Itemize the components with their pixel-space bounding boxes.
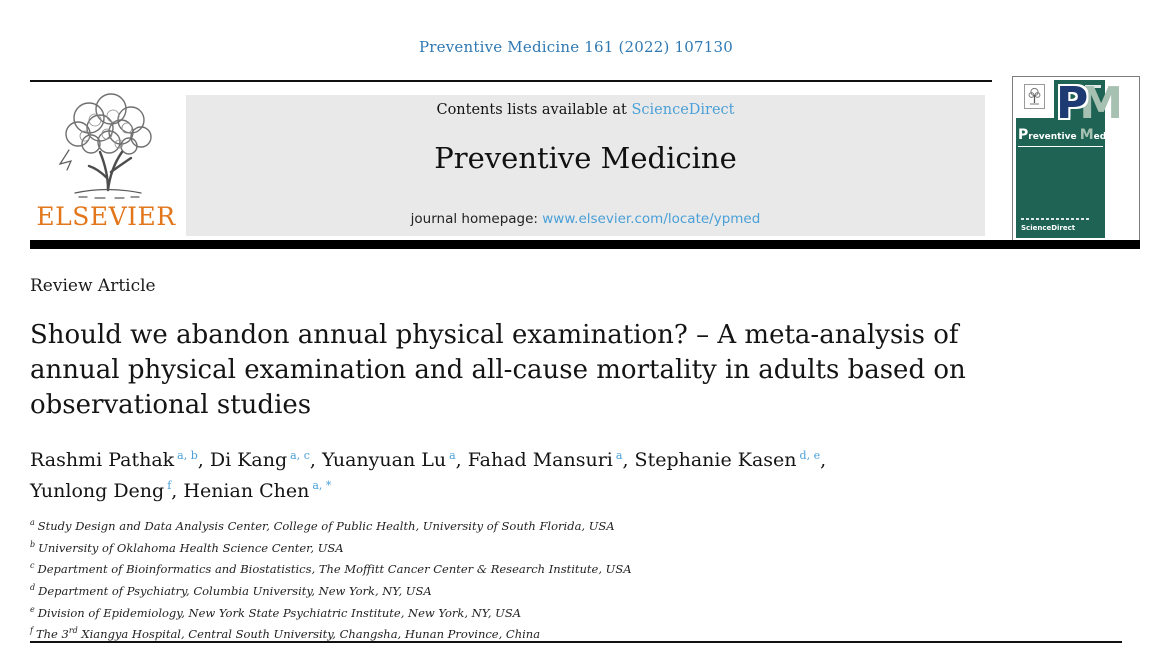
author-line [30,473,930,503]
affiliation-text: Department of Bioinformatics and Biostatistics, The Moffitt Cancer Center & Research Institute, USA [37,562,632,577]
cover-word-m-initial: M [1079,127,1094,143]
author-line [30,443,930,473]
author [30,480,183,502]
affiliation [30,536,750,558]
affiliation-superscript: a [30,518,35,527]
journal-banner [186,95,985,236]
cover-green-field [1016,78,1131,238]
author-name: Fahad Mansuri [467,449,613,472]
author-superscript: a [449,449,456,462]
author-superscript: a [615,449,623,462]
author-separator: , [455,449,468,472]
author-separator: , [309,449,322,472]
author-name: Yunlong Deng [30,479,165,502]
affiliation-text: Division of Epidemiology, New York State Psychiatric Institute, New York, NY, USA [37,605,522,620]
affiliation-superscript: f [30,626,33,636]
author-name: Yuanyuan Lu [321,449,447,472]
affiliation-text-post: Xiangya Hospital, Central South University, Changsha, Hunan Province, China [77,626,541,641]
cover-word-m-rest: edicine [1093,132,1131,142]
author-separator: , [171,479,184,502]
author-superscript: f [167,479,172,493]
homepage-url-link[interactable]: www.elsevier.com/locate/ypmed [542,211,761,227]
cover-word-p-initial: P [1018,127,1029,143]
author [635,449,827,471]
author-superscript: a, * [312,479,332,493]
cover-fine-print [1021,218,1091,220]
header-thick-rule [30,240,1140,249]
article-type-label: Review Article [30,276,156,296]
contents-prefix: Contents lists available at [436,102,632,118]
homepage-line [186,211,985,227]
author-superscript: a, b [177,449,198,462]
homepage-prefix: journal homepage: [410,211,543,227]
author-name: Rashmi Pathak [30,449,175,472]
cover-pm-initials [1056,78,1124,129]
footer-rule [30,641,1122,643]
author [468,449,635,471]
contents-line [186,102,985,118]
author [322,449,468,471]
author [210,449,322,471]
author-separator: , [622,449,635,472]
cover-initial-p: P [1056,78,1089,129]
cover-initial-m: M [1079,78,1124,129]
sciencedirect-link[interactable]: ScienceDirect [631,102,735,118]
article-title-line: observational studies [30,390,312,420]
affiliation [30,601,750,623]
elsevier-logo [30,92,182,238]
author-name: Stephanie Kasen [634,449,797,472]
cover-journal-name [1018,127,1131,147]
affiliation-superscript: b [30,539,36,549]
author [183,480,331,502]
author-name: Di Kang [209,449,288,472]
affiliation-list [30,514,750,644]
affiliation-superscript: e [30,604,35,614]
affiliation-superscript: c [30,561,35,571]
article-title-line: Should we abandon annual physical examination? – A meta-analysis of [30,320,959,350]
author-separator: , [820,449,827,472]
article-title-line: annual physical examination and all-cause mortality in adults based on [30,355,966,385]
affiliation-text: Department of Psychiatry, Columbia University, New York, NY, USA [38,583,432,598]
author-list [30,443,930,504]
cover-logo-box [1016,80,1054,118]
author-separator: , [197,449,210,472]
cover-sciencedirect-label: ScienceDirect [1021,224,1076,232]
affiliation-ordinal: rd [68,626,78,636]
journal-title: Preventive Medicine [434,141,737,175]
journal-cover-thumbnail [1012,76,1140,249]
elsevier-tree-icon [45,92,167,204]
affiliation [30,557,750,579]
affiliation-text-pre: The 3 [35,626,69,641]
affiliation-text: University of Oklahoma Health Science Center, USA [38,540,344,555]
elsevier-mini-tree-icon [1024,84,1045,109]
affiliation [30,579,750,601]
affiliation [30,514,750,536]
elsevier-wordmark: ELSEVIER [36,202,176,231]
author-superscript: d, e [799,449,821,462]
author [30,449,210,471]
author-name: Henian Chen [183,479,310,502]
article-title [30,318,990,423]
header-top-rule [30,80,992,82]
affiliation-text: Study Design and Data Analysis Center, College of Public Health, University of South Florida, USA [37,518,615,533]
article-citation: Preventive Medicine 161 (2022) 107130 [419,38,733,56]
cover-word-p-rest: reventive [1028,132,1080,142]
author-superscript: a, c [290,449,310,462]
affiliation-superscript: d [30,582,36,592]
